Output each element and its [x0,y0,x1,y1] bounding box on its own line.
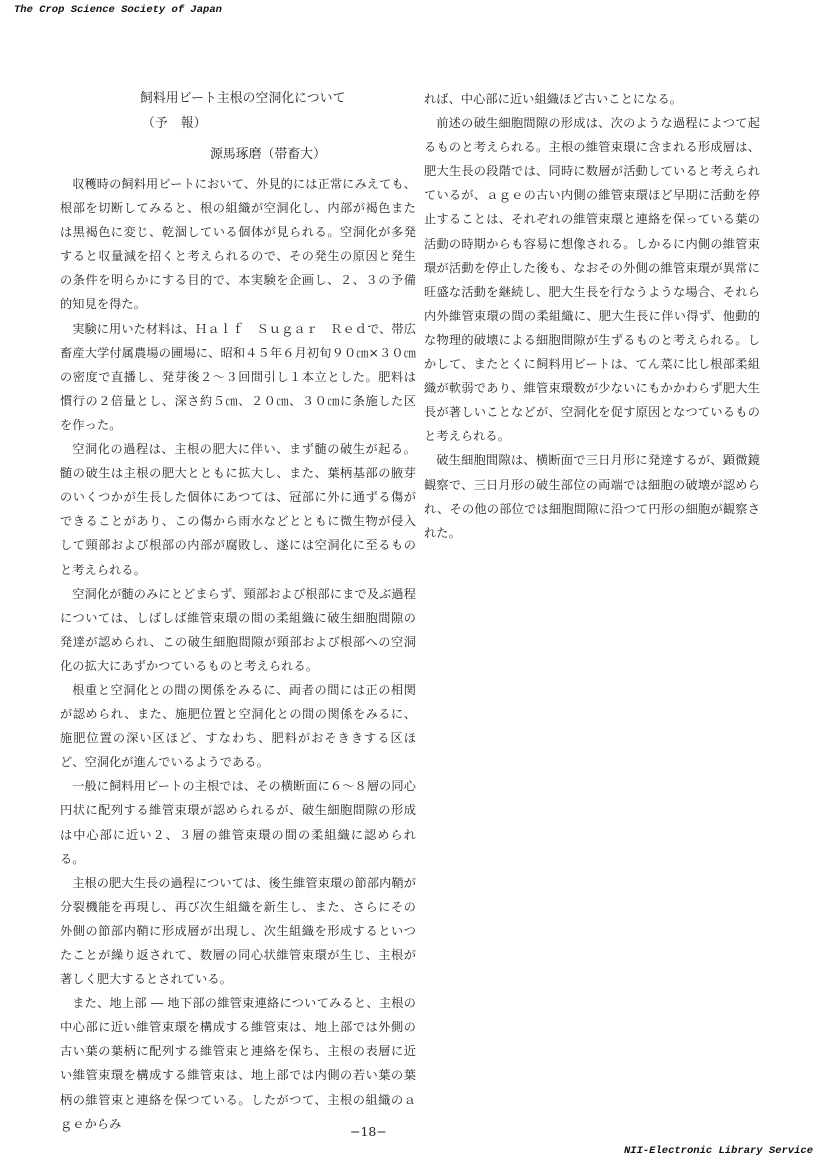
paragraph: 前述の破生細胞間隙の形成は、次のような過程によつて起るものと考えられる。主根の維管束環に含まれる形成層は、肥大生長の段階では、同時に数層が活動していると考えられているが、ａｇｅの古い内側の維管束環ほど早期に活動を停止することは、それぞれの維管束環と連絡を保っている葉の活動の時期からも容易に想像される。しかるに内側の維管束環が活動を停止した後も、なおその外側の維管束環が異常に旺盛な活動を継続し、肥大生長を行なうような場合、それら内外維管束環の間の柔組織に、肥大生長に伴い得ず、他動的な物理的破壊による細胞間隙が生ずるものと考えられる。しかして、またとくに飼料用ビートは、てん菜に比し根部柔組織が軟弱であり、維管束環数が少ないにもかかわらず肥大生長が著しいことなどが、空洞化を促す原因となつているものと考えられる。 [424,116,760,444]
paragraph: 主根の肥大生長の過程については、後生維管束環の節部内鞘が分裂機能を再現し、再び次生組織を新生し、また、さらにその外側の節部内鞘に形成層が出現し、次生組織を形成するといつたことが繰り返されて、数層の同心状維管束環が生じ、主根が著しく肥大するとされている。 [60,875,416,987]
article-heading [60,86,416,168]
paragraph: 実験に用いた材料は、Ｈａｌｆ Ｓｕｇａｒ Ｒｅｄで、帯広畜産大学付属農場の圃場に、昭和４５年６月初旬９０㎝×３０㎝の密度で直播し、発芽後２〜３回間引し１本立とした。肥料は慣行の２倍量とし、深さ約５㎝、２０㎝、３０㎝に条施した区を作った。 [60,321,416,432]
article-title: 飼料用ビート主根の空洞化について [140,91,346,106]
paragraph: 収穫時の飼料用ビートにおいて、外見的には正常にみえても、根部を切断してみると、根の組織が空洞化し、内部が褐色または黒褐色に変じ、乾涸している個体が見られる。空洞化が多発すると収量減を招くと考えられるので、その発生の原因と発生の条件を明らかにする目的で、本実験を企画し、２、３の予備的知見を得た。 [60,177,416,312]
paragraph: 根重と空洞化との間の関係をみるに、両者の間には正の相関が認められ、また、施肥位置と空洞化との間の関係をみるに、施肥位置の深い区ほど、すなわち、肥料がおそききする区ほど、空洞化が進んでいるようである。 [60,682,416,770]
library-footer: NII-Electronic Library Service [623,1145,813,1157]
journal-header: The Crop Science Society of Japan [14,4,222,16]
paragraph: 空洞化の過程は、主根の肥大に伴い、まず髄の破生が起る。髄の破生は主根の肥大とともに拡大し、また、葉柄基部の腋芽のいくつかが生長した個体にあつては、冠部に外に通ずる傷ができることがあり、この傷から雨水などとともに微生物が侵入して頸部および根部の内部が腐敗し、遂には空洞化に至るものと考えられる。 [60,442,416,577]
left-column [60,86,416,1136]
article-subtitle: （予 報） [142,116,207,131]
paragraph: 空洞化が髄のみにとどまらず、頸部および根部にまで及ぶ過程については、しばしば維管束環の間の柔組織に破生細胞間隙の発達が認められ、この破生細胞間隙が頸部および根部への空洞化の拡大にあずかつているものと考えられる。 [60,586,416,673]
paragraph: また、地上部 ― 地下部の維管束連絡についてみると、主根の中心部に近い維管束環を構成する維管束は、地上部では外側の古い葉の葉柄に配列する維管束と連絡を保ち、主根の表層に近い維管束環を構成する維管束は、地上部では内側の若い葉の葉柄の維管束と連絡を保つている。したがつて、主根の組織のａｇｅからみ [60,996,416,1131]
page-number: −18− [350,1124,387,1139]
right-column [424,87,760,545]
paragraph-continuation: れば、中心部に近い組織ほど古いことになる。 [424,92,683,106]
paragraph: 破生細胞間隙は、横断面で三日月形に発達するが、顕微鏡観察で、三日月形の破生部位の両端では細胞の破壊が認められ、その他の部位では細胞間隙に沿つて円形の細胞が観察された。 [424,453,760,540]
article-author: 源馬琢磨（帯畜大） [210,147,327,162]
paragraph: 一般に飼料用ビートの主根では、その横断面に６〜８層の同心円状に配列する維管束環が認められるが、破生細胞間隙の形成は中心部に近い２、３層の維管束環の間の柔組織に認められる。 [60,779,416,866]
